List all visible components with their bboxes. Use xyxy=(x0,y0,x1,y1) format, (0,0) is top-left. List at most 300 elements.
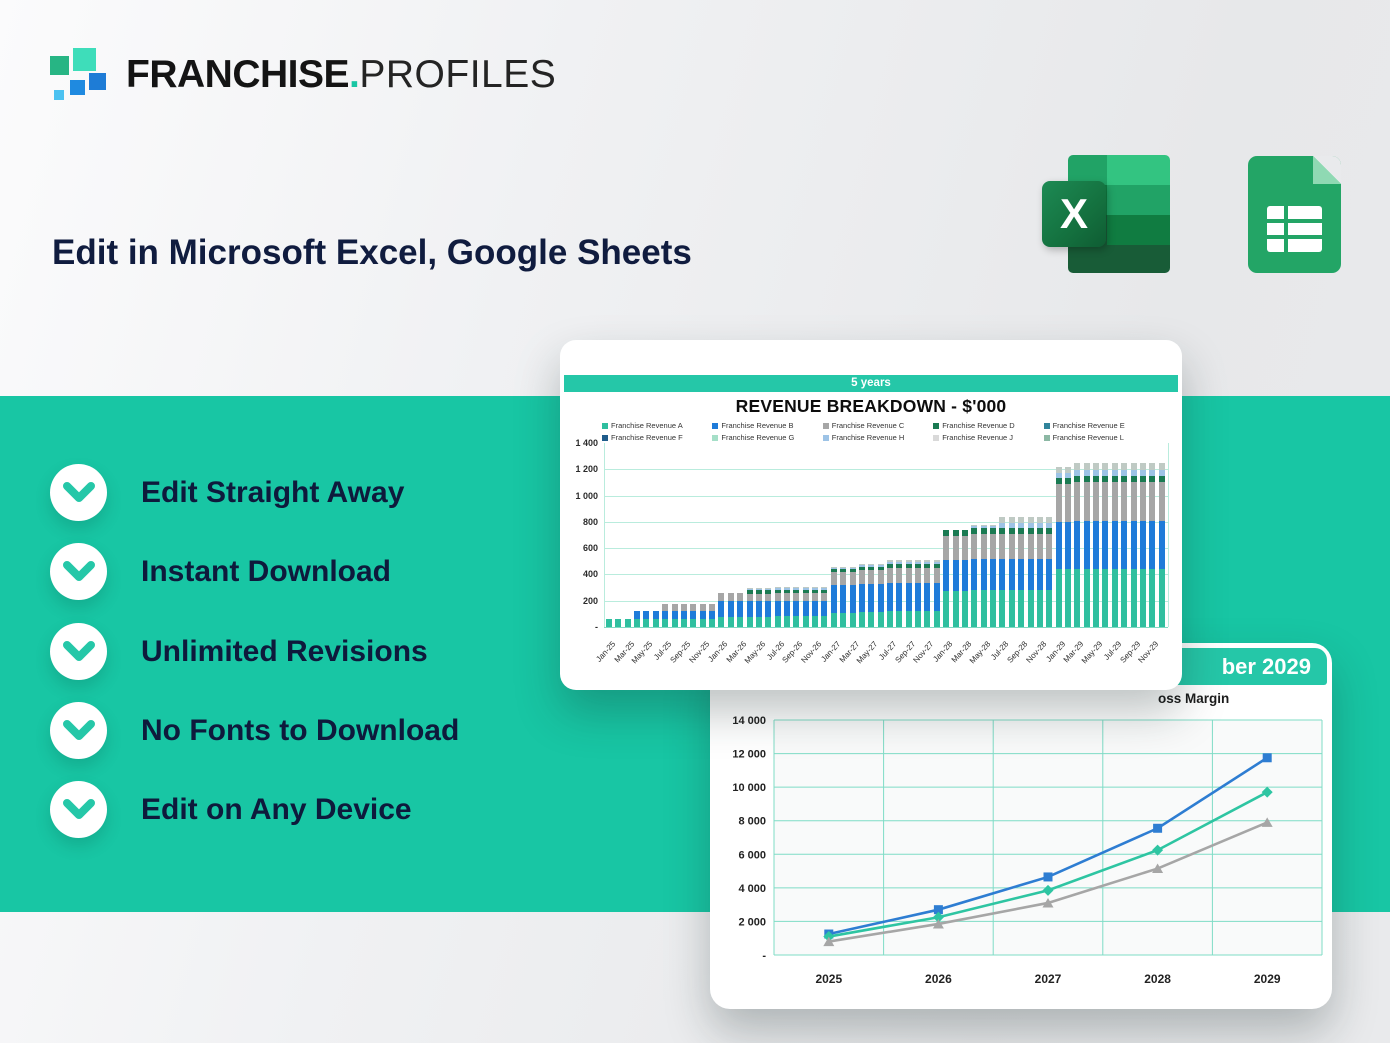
bar-segment xyxy=(990,534,996,560)
stacked-bar xyxy=(1084,463,1090,627)
legend-item xyxy=(712,433,822,442)
bar-segment xyxy=(906,583,912,611)
line-chart-header-bar: ber 2029 xyxy=(715,648,1327,685)
plot-edge-line xyxy=(604,443,605,627)
x-axis-tick-label: Mar-28 xyxy=(949,639,974,665)
bar-segment xyxy=(634,611,640,619)
bar-segment xyxy=(1037,590,1043,627)
bar-segment xyxy=(775,601,781,617)
bar-segment xyxy=(1056,522,1062,569)
bar-segment xyxy=(1028,590,1034,627)
brand-name-light: PROFILES xyxy=(359,53,557,96)
page-title: Edit in Microsoft Excel, Google Sheets xyxy=(52,233,692,273)
legend-swatch xyxy=(712,423,718,429)
bar-segment xyxy=(953,536,959,560)
bar-segment xyxy=(1102,482,1108,521)
bar-segment xyxy=(896,568,902,583)
stacked-bar xyxy=(924,560,930,627)
legend-swatch xyxy=(1044,435,1050,441)
bar-segment xyxy=(728,601,734,617)
bar-segment xyxy=(690,619,696,627)
legend-item xyxy=(933,421,1043,430)
bar-segment xyxy=(1056,484,1062,522)
bar-segment xyxy=(934,583,940,611)
bar-segment xyxy=(1046,534,1052,560)
bar-segment xyxy=(775,616,781,627)
stacked-bar xyxy=(887,560,893,627)
legend-swatch xyxy=(602,435,608,441)
x-axis-tick-label: Jul-27 xyxy=(877,639,899,662)
plot-edge-line xyxy=(1168,443,1169,627)
legend-item xyxy=(1044,421,1154,430)
stacked-bar xyxy=(934,560,940,627)
stacked-bar xyxy=(606,619,612,627)
chevron-down-icon xyxy=(50,623,107,680)
stacked-bar xyxy=(1018,517,1024,627)
x-axis-tick-label: Jan-25 xyxy=(594,639,618,664)
bar-segment xyxy=(1018,590,1024,627)
legend-item xyxy=(712,421,822,430)
bar-chart-title: REVENUE BREAKDOWN - $'000 xyxy=(735,396,1007,416)
stacked-bar xyxy=(1046,517,1052,627)
bar-segment xyxy=(953,560,959,591)
bar-segment xyxy=(672,611,678,619)
bar-segment xyxy=(943,591,949,627)
bar-segment xyxy=(971,559,977,590)
chevron-down-icon xyxy=(50,464,107,521)
bar-segment xyxy=(962,560,968,591)
bar-segment xyxy=(653,611,659,619)
stacked-bar xyxy=(1037,517,1043,627)
bar-segment xyxy=(831,613,837,627)
y-axis-tick-label: 600 xyxy=(582,543,598,554)
bar-segment xyxy=(1093,482,1099,521)
x-axis-tick-label: May-26 xyxy=(742,639,768,666)
bar-segment xyxy=(803,616,809,627)
stacked-bar xyxy=(690,604,696,627)
bar-segment xyxy=(878,612,884,627)
stacked-bar xyxy=(765,588,771,627)
stacked-bar xyxy=(700,604,706,627)
bar-segment xyxy=(643,619,649,627)
bar-segment xyxy=(924,611,930,627)
x-axis-tick-label: Mar-25 xyxy=(612,639,637,665)
logo-mark-icon xyxy=(46,44,110,106)
stacked-bar xyxy=(943,530,949,627)
bar-segment xyxy=(1093,521,1099,568)
bar-segment xyxy=(1065,522,1071,569)
bar-segment xyxy=(999,534,1005,560)
legend-swatch xyxy=(823,423,829,429)
bar-segment xyxy=(784,601,790,617)
bar-segment xyxy=(1149,569,1155,627)
bar-segment xyxy=(821,616,827,627)
bar-segment xyxy=(878,584,884,612)
bar-segment xyxy=(653,619,659,627)
line-chart-legend-fragment: oss Margin xyxy=(1158,691,1230,706)
bar-segment xyxy=(615,619,621,627)
bar-segment xyxy=(887,568,893,583)
bar-segment xyxy=(756,594,762,602)
x-axis-tick-label: 2027 xyxy=(1034,972,1062,986)
bar-segment xyxy=(747,617,753,627)
bar-segment xyxy=(662,604,668,611)
bar-segment xyxy=(887,611,893,627)
legend-swatch xyxy=(933,423,939,429)
stacked-bar xyxy=(1140,463,1146,627)
stacked-bar xyxy=(1093,463,1099,627)
stacked-bar xyxy=(999,517,1005,627)
x-axis-tick-label: Mar-29 xyxy=(1062,639,1086,665)
feature-row-2 xyxy=(50,543,391,600)
bar-segment xyxy=(775,593,781,601)
bar-segment xyxy=(765,617,771,627)
stacked-bar xyxy=(1065,467,1071,627)
legend-label: Franchise Revenue B xyxy=(721,421,794,430)
bar-segment xyxy=(1131,521,1137,568)
bar-segment xyxy=(709,619,715,627)
stacked-bar xyxy=(737,593,743,627)
y-axis-tick-label: 6 000 xyxy=(738,849,766,862)
bar-segment xyxy=(1084,521,1090,568)
bar-segment xyxy=(643,611,649,619)
stacked-bar xyxy=(672,604,678,627)
bar-segment xyxy=(662,619,668,627)
bar-segment xyxy=(1093,463,1099,470)
legend-label: Franchise Revenue G xyxy=(721,433,795,442)
bar-segment xyxy=(896,583,902,611)
bar-segment xyxy=(1140,521,1146,568)
y-axis-tick-label: 8 000 xyxy=(738,815,766,828)
stacked-bar xyxy=(896,560,902,627)
feature-label: Edit on Any Device xyxy=(141,792,412,826)
legend-label: Franchise Revenue E xyxy=(1052,421,1125,430)
chevron-down-icon xyxy=(50,702,107,759)
google-sheets-icon xyxy=(1248,156,1341,273)
bar-segment xyxy=(859,570,865,584)
bar-segment xyxy=(1121,482,1127,521)
legend-swatch xyxy=(1044,423,1050,429)
bar-segment xyxy=(1102,463,1108,470)
bar-segment xyxy=(821,601,827,617)
bar-segment xyxy=(1140,463,1146,470)
bar-segment xyxy=(784,616,790,627)
legend-item xyxy=(1044,433,1154,442)
y-axis-tick-label: 200 xyxy=(582,595,598,606)
bar-segment xyxy=(625,619,631,627)
bar-segment xyxy=(1131,482,1137,521)
x-axis-tick-label: Jan-29 xyxy=(1043,639,1067,664)
line-chart-plot xyxy=(710,705,1332,1009)
bar-segment xyxy=(681,604,687,611)
legend-swatch xyxy=(933,435,939,441)
chevron-down-icon xyxy=(50,543,107,600)
brand-name-bold: FRANCHISE xyxy=(126,53,350,96)
bar-segment xyxy=(737,617,743,627)
x-axis-tick-label: 2026 xyxy=(925,972,952,986)
stacked-bar xyxy=(728,593,734,627)
x-axis-tick-label: Jul-29 xyxy=(1101,639,1124,662)
stacked-bar xyxy=(971,524,977,627)
stacked-bar xyxy=(1121,463,1127,627)
bar-segment xyxy=(1084,569,1090,627)
x-axis-tick-label: Sep-28 xyxy=(1005,639,1030,665)
stacked-bar xyxy=(1149,463,1155,627)
bar-segment xyxy=(700,604,706,611)
x-axis-tick-label: May-29 xyxy=(1079,639,1105,666)
bar-segment xyxy=(1037,534,1043,560)
x-axis-tick-label: Nov-26 xyxy=(799,639,824,665)
legend-label: Franchise Revenue A xyxy=(611,421,683,430)
bar-segment xyxy=(1149,463,1155,470)
stacked-bar xyxy=(906,560,912,627)
bar-segment xyxy=(690,604,696,611)
bar-segment xyxy=(803,593,809,601)
bar-segment xyxy=(718,601,724,617)
stacked-bar xyxy=(709,604,715,627)
bar-chart-legend xyxy=(602,421,1154,442)
bar-segment xyxy=(999,590,1005,627)
bar-segment xyxy=(981,559,987,590)
excel-icon xyxy=(1042,155,1170,273)
x-axis-tick-label: Mar-26 xyxy=(724,639,749,665)
square-marker xyxy=(1044,872,1053,881)
x-axis-tick-label: Jul-26 xyxy=(764,639,786,662)
legend-swatch xyxy=(712,435,718,441)
feature-label: Unlimited Revisions xyxy=(141,634,428,668)
y-axis-tick-label: 1 200 xyxy=(575,464,598,475)
bar-segment xyxy=(718,617,724,627)
stacked-bar xyxy=(634,611,640,627)
bar-segment xyxy=(709,611,715,619)
bar-segment xyxy=(728,617,734,627)
bar-segment xyxy=(887,583,893,611)
bar-segment xyxy=(1131,569,1137,627)
bar-segment xyxy=(1093,569,1099,627)
bar-segment xyxy=(859,584,865,612)
bar-chart-plot xyxy=(560,340,1182,690)
bar-segment xyxy=(953,591,959,627)
x-axis-tick-label: May-27 xyxy=(855,639,880,666)
bar-segment xyxy=(1056,569,1062,627)
bar-segment xyxy=(672,604,678,611)
bar-segment xyxy=(690,611,696,619)
feature-label: Edit Straight Away xyxy=(141,475,405,509)
bar-segment xyxy=(803,601,809,617)
stacked-bar xyxy=(878,564,884,627)
stacked-bar xyxy=(990,524,996,627)
x-axis-tick-label: Jan-26 xyxy=(706,639,730,664)
y-axis-tick-label: 2 000 xyxy=(738,916,766,929)
bar-segment xyxy=(915,583,921,611)
stacked-bar xyxy=(1112,463,1118,627)
bar-segment xyxy=(1112,569,1118,627)
bar-segment xyxy=(1028,559,1034,590)
x-axis-tick-label: May-25 xyxy=(630,639,655,666)
bar-segment xyxy=(812,593,818,601)
legend-item xyxy=(602,433,712,442)
square-marker xyxy=(1153,824,1162,833)
x-axis-tick-label: Nov-27 xyxy=(911,639,936,665)
y-axis-tick-label: - xyxy=(762,950,766,962)
bar-segment xyxy=(1159,569,1165,627)
stacked-bar xyxy=(803,587,809,627)
bar-segment xyxy=(868,584,874,612)
bar-segment xyxy=(868,570,874,584)
bar-segment xyxy=(981,590,987,627)
stacked-bar xyxy=(775,587,781,627)
x-axis-tick-label: 2029 xyxy=(1253,972,1281,986)
bar-segment xyxy=(906,568,912,583)
bar-segment xyxy=(859,612,865,627)
bar-segment xyxy=(1028,534,1034,560)
stacked-bar xyxy=(643,611,649,627)
bar-segment xyxy=(924,583,930,611)
bar-segment xyxy=(850,613,856,627)
x-axis-tick-label: May-28 xyxy=(967,639,993,666)
bar-chart-panel-tab: 5 years xyxy=(564,375,1178,392)
legend-item xyxy=(933,433,1043,442)
stacked-bar xyxy=(915,560,921,627)
legend-label: Franchise Revenue F xyxy=(611,433,683,442)
bar-segment xyxy=(634,619,640,627)
bar-segment xyxy=(747,594,753,602)
bar-segment xyxy=(981,534,987,560)
x-axis-tick-label: Jul-28 xyxy=(989,639,1011,662)
stacked-bar xyxy=(718,593,724,627)
bar-segment xyxy=(1074,569,1080,627)
chevron-down-icon xyxy=(50,781,107,838)
bar-chart-card xyxy=(560,340,1182,690)
bar-segment xyxy=(728,593,734,602)
feature-row-5 xyxy=(50,781,412,838)
logo-square-light-teal xyxy=(73,48,96,71)
bar-segment xyxy=(1009,559,1015,590)
legend-label: Franchise Revenue D xyxy=(942,421,1015,430)
y-axis-tick-label: 14 000 xyxy=(732,715,766,727)
bar-segment xyxy=(1112,521,1118,568)
stacked-bar xyxy=(953,530,959,627)
bar-segment xyxy=(793,593,799,601)
bar-segment xyxy=(868,612,874,627)
bar-segment xyxy=(840,585,846,613)
bar-segment xyxy=(943,560,949,591)
bar-segment xyxy=(1149,482,1155,521)
brand-name xyxy=(126,53,556,97)
stacked-bar xyxy=(812,587,818,627)
stacked-bar xyxy=(1009,517,1015,627)
bar-segment xyxy=(821,593,827,601)
y-axis-tick-label: 12 000 xyxy=(732,748,766,761)
bar-segment xyxy=(1018,534,1024,560)
stacked-bar xyxy=(981,524,987,627)
sheets-table-glyph xyxy=(1267,206,1322,252)
bar-segment xyxy=(878,570,884,584)
legend-swatch xyxy=(823,435,829,441)
stacked-bar xyxy=(625,619,631,627)
bar-segment xyxy=(1159,482,1165,521)
bar-segment xyxy=(943,536,949,560)
brand-logo xyxy=(46,44,556,106)
feature-row-1 xyxy=(50,464,404,521)
legend-label: Franchise Revenue J xyxy=(942,433,1014,442)
gridline-horizontal xyxy=(604,627,1168,628)
bar-segment xyxy=(971,534,977,560)
bar-segment xyxy=(747,601,753,617)
x-axis-tick-label: Sep-27 xyxy=(893,639,918,665)
bar-segment xyxy=(990,559,996,590)
stacked-bar xyxy=(793,587,799,627)
x-axis-tick-label: Nov-25 xyxy=(687,639,712,665)
bar-segment xyxy=(1065,484,1071,522)
bar-segment xyxy=(1102,569,1108,627)
stacked-bar xyxy=(681,604,687,627)
bar-segment xyxy=(850,572,856,585)
bar-segment xyxy=(906,611,912,627)
legend-label: Franchise Revenue L xyxy=(1052,433,1124,442)
logo-square-blue-mid xyxy=(70,80,85,95)
bar-segment xyxy=(812,616,818,627)
bar-segment xyxy=(999,559,1005,590)
bar-segment xyxy=(1074,482,1080,521)
bar-segment xyxy=(765,601,771,617)
bar-segment xyxy=(1074,463,1080,470)
bar-segment xyxy=(1074,521,1080,568)
bar-segment xyxy=(700,619,706,627)
x-axis-tick-label: Sep-25 xyxy=(668,639,693,665)
bar-segment xyxy=(662,611,668,619)
bar-segment xyxy=(1159,463,1165,470)
brand-dot: . xyxy=(349,53,360,96)
bar-segment xyxy=(840,613,846,627)
logo-square-light-blue xyxy=(54,90,64,100)
bar-segment xyxy=(1149,521,1155,568)
stacked-bar xyxy=(784,587,790,627)
stacked-bar xyxy=(840,567,846,627)
bar-segment xyxy=(1102,521,1108,568)
legend-item xyxy=(823,433,933,442)
stacked-bar xyxy=(859,564,865,627)
y-axis-tick-label: 400 xyxy=(582,569,598,580)
bar-segment xyxy=(924,568,930,583)
feature-label: Instant Download xyxy=(141,554,391,588)
x-axis-tick-label: Nov-29 xyxy=(1136,639,1161,665)
bar-segment xyxy=(831,585,837,613)
bar-segment xyxy=(812,601,818,617)
bar-segment xyxy=(990,590,996,627)
stacked-bar xyxy=(1074,463,1080,627)
bar-segment xyxy=(793,616,799,627)
bar-segment xyxy=(1037,559,1043,590)
bar-segment xyxy=(756,617,762,627)
bar-segment xyxy=(840,572,846,585)
bar-segment xyxy=(1121,463,1127,470)
bar-segment xyxy=(1140,482,1146,521)
x-axis-tick-label: 2025 xyxy=(815,972,843,986)
sheets-fold-corner xyxy=(1313,156,1341,184)
bar-segment xyxy=(793,601,799,617)
bar-segment xyxy=(934,568,940,583)
legend-label: Franchise Revenue H xyxy=(831,433,905,442)
bar-segment xyxy=(681,619,687,627)
stacked-bar xyxy=(1102,463,1108,627)
y-axis-tick-label: 1 400 xyxy=(575,438,598,448)
stacked-bar xyxy=(962,530,968,627)
stacked-bar xyxy=(1131,463,1137,627)
bar-segment xyxy=(606,619,612,627)
square-marker xyxy=(1263,753,1272,762)
stacked-bar xyxy=(615,619,621,627)
